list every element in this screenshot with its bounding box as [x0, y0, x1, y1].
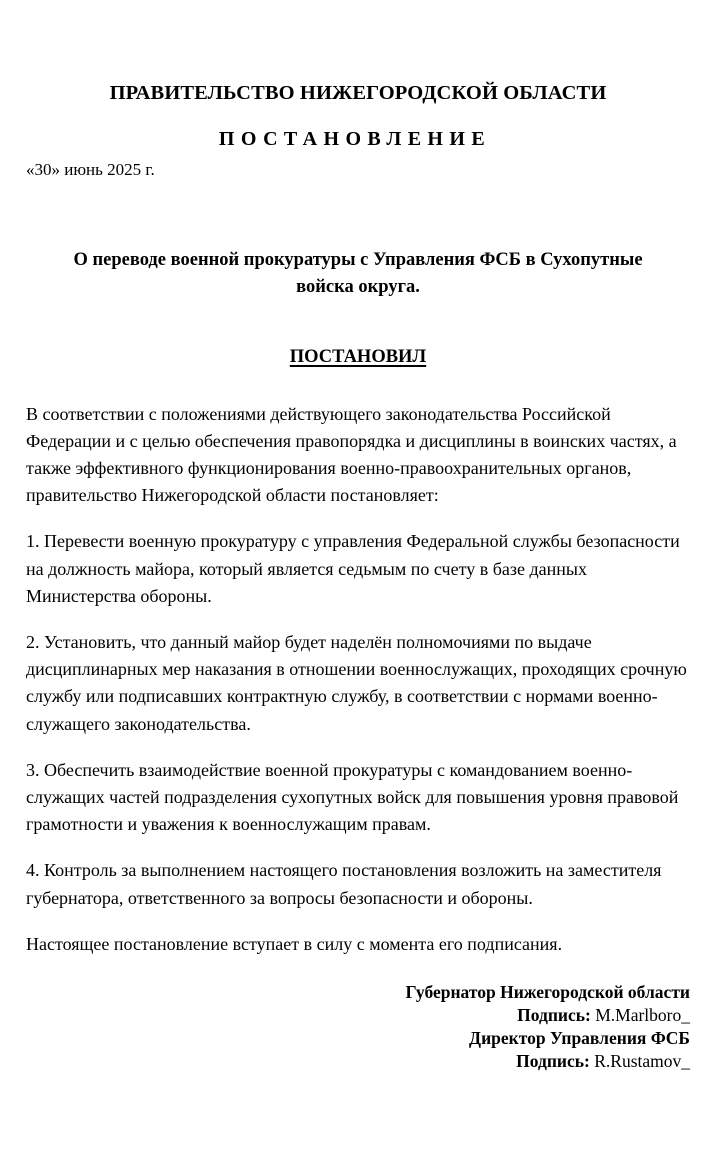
body-paragraph: Настоящее постановление вступает в силу с момента его подписания. [26, 933, 563, 954]
resolve-heading-text: ПОСТАНОВИЛ [289, 347, 427, 368]
signature-line [26, 1004, 690, 1027]
resolve-heading [26, 301, 690, 368]
signature-label: Губернатор Нижегородской области [405, 981, 690, 1002]
signature-block [26, 958, 690, 1073]
body-paragraph: 2. Установить, что данный майор будет наделён полномочиями по выдаче дисциплинарных мер наказания в отношении военнослужащих, проходящих срочную службу или подписавших контрактную службу, в соответствии с нормами военно-служащего законодательства. [26, 631, 687, 734]
decree-type-heading: ПОСТАНОВЛЕНИЕ [218, 127, 492, 150]
document-body [26, 369, 690, 958]
body-paragraph: 3. Обеспечить взаимодействие военной прокуратуры с командованием военно-служащих частей подразделения сухопутных войск для повышения уровня правовой грамотности и уважения к военнослужащим правам. [26, 759, 679, 835]
body-paragraph: 4. Контроль за выполнением настоящего постановления возложить на заместителя губернатора, ответственного за вопросы безопасности и обороны. [26, 860, 662, 908]
signature-value: R.Rustamov_ [589, 1050, 690, 1071]
document-date: «30» июнь 2025 г. [26, 159, 155, 179]
signature-label: Подпись: [516, 1050, 590, 1071]
signature-label: Директор Управления ФСБ [469, 1027, 690, 1048]
signature-label: Подпись: [517, 1004, 591, 1025]
signature-line [26, 1050, 690, 1073]
document-subject: О переводе военной прокуратуры с Управления ФСБ в Сухопутные войска округа. [73, 249, 643, 298]
organization-title: ПРАВИТЕЛЬСТВО НИЖЕГОРОДСКОЙ ОБЛАСТИ [109, 82, 607, 104]
signature-line [26, 1027, 690, 1050]
signature-line [26, 981, 690, 1004]
body-paragraph: В соответствии с положениями действующего законодательства Российской Федерации и с целью обеспечения правопорядка и дисциплины в воинских частях, а также эффективного функционирования военно-правоохранительных органов, правительство Нижегородской области постановляет: [26, 403, 677, 506]
body-paragraph: 1. Перевести военную прокуратуру с управления Федеральной службы безопасности на должность майора, который является седьмым по счету в базе данных Министерства обороны. [26, 531, 680, 606]
signature-value: M.Marlboro_ [590, 1004, 690, 1025]
